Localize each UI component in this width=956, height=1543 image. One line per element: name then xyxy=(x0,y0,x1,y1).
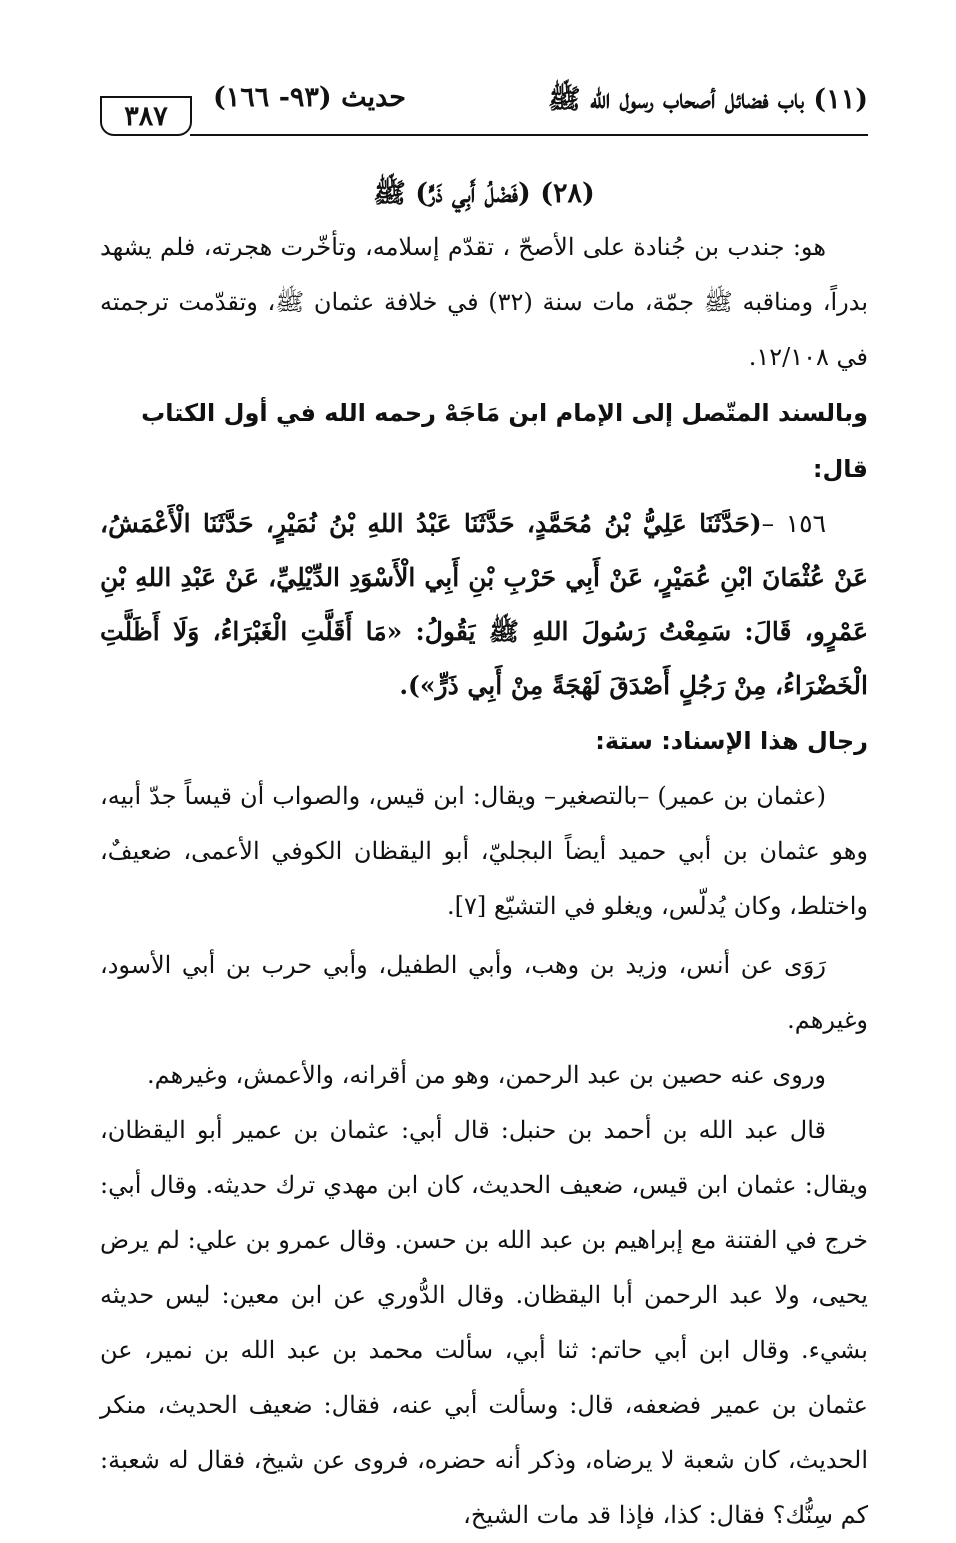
chain-intro: وبالسند المتّصل إلى الإمام ابن مَاجَهْ رحمه الله في أول الكتاب قال: xyxy=(141,399,868,483)
narrators-heading: رجال هذا الإسناد: ستة: xyxy=(595,727,868,755)
narrator-paragraph: رَوَى عن أنس، وزيد بن وهب، وأبي الطفيل، وأبي حرب بن أبي الأسود، وغيرهم. xyxy=(100,951,868,1034)
chapter-title: (١١) باب فضائل أصحاب رسول الله ﷺ xyxy=(547,84,868,115)
hadith-range: حديث (٩٣- ١٦٦) xyxy=(213,82,406,113)
narrator-paragraph: (عثمان بن عمير) –بالتصغير– ويقال: ابن قيس، والصواب أن قيساً جدّ أبيه، وهو عثمان بن أبي حميد أيضاً البجليّ، أبو اليقظان الكوفي الأعمى، ضعيفٌ، واختلط، وكان يُدلّس، ويغلو في التشيّع [٧]. xyxy=(100,782,868,920)
page-body xyxy=(100,168,868,1543)
section-title: (٢٨) (فَضْلُ أَبِي ذَرٍّ) ﷺ xyxy=(373,178,595,209)
running-header xyxy=(100,78,868,140)
hadith-number: ١٥٦ – xyxy=(761,509,827,538)
intro-paragraph: هو: جندب بن جُنادة على الأصحّ ، تقدّم إسلامه، وتأخّرت هجرته، فلم يشهد بدراً، ومناقبه ﷺ جمّة، مات سنة (٣٢) في خلافة عثمان ﷺ، وتقدّمت ترجمته في ١٢/١٠٨. xyxy=(100,233,868,371)
hadith-body: (حَدَّثَنَا عَلِيُّ بْنُ مُحَمَّدٍ، حَدَّثَنَا عَبْدُ اللهِ بْنُ نُمَيْرٍ، حَدَّثَنَا الْأَعْمَشُ، عَنْ عُثْمَانَ ابْنِ عُمَيْرٍ، عَنْ أَبِي حَرْبِ بْنِ أَبِي الْأَسْوَدِ الدِّيْلِيِّ، عَنْ عَبْدِ اللهِ بْنِ عَمْرٍو، قَالَ: سَمِعْتُ رَسُولَ اللهِ ﷺ يَقُولُ: «مَا أَقَلَّتِ الْغَبْرَاءُ، وَلَا أَظَلَّتِ الْخَضْرَاءُ، مِنْ رَجُلٍ أَصْدَقَ لَهْجَةً مِنْ أَبِي ذَرٍّ»). xyxy=(100,509,868,700)
header-rule xyxy=(190,134,868,136)
narrator-paragraph: وروى عنه حصين بن عبد الرحمن، وهو من أقرانه، والأعمش، وغيرهم. xyxy=(147,1061,826,1089)
page-number: ٣٨٧ xyxy=(100,96,192,136)
narrator-paragraph: قال عبد الله بن أحمد بن حنبل: قال أبي: عثمان بن عمير أبو اليقظان، ويقال: عثمان ابن قيس، ضعيف الحديث، كان ابن مهدي ترك حديثه. وقال أبي: خرج في الفتنة مع إبراهيم بن عبد الله بن حسن. وقال عمرو بن علي: لم يرض يحيى، ولا عبد الرحمن أبا اليقظان. وقال الدُّوري عن ابن معين: ليس حديثه بشيء. وقال ابن أبي حاتم: ثنا أبي، سألت محمد بن عبد الله بن نمير، عن عثمان بن عمير فضعفه، قال: وسألت أبي عنه، فقال: ضعيف الحديث، منكر الحديث، كان شعبة لا يرضاه، وذكر أنه حضره، فروى عن شيخ، فقال له شعبة: كم سِنُّك؟ فقال: كذا، فإذا قد مات الشيخ، xyxy=(100,1116,868,1529)
hadith-text xyxy=(100,497,868,713)
